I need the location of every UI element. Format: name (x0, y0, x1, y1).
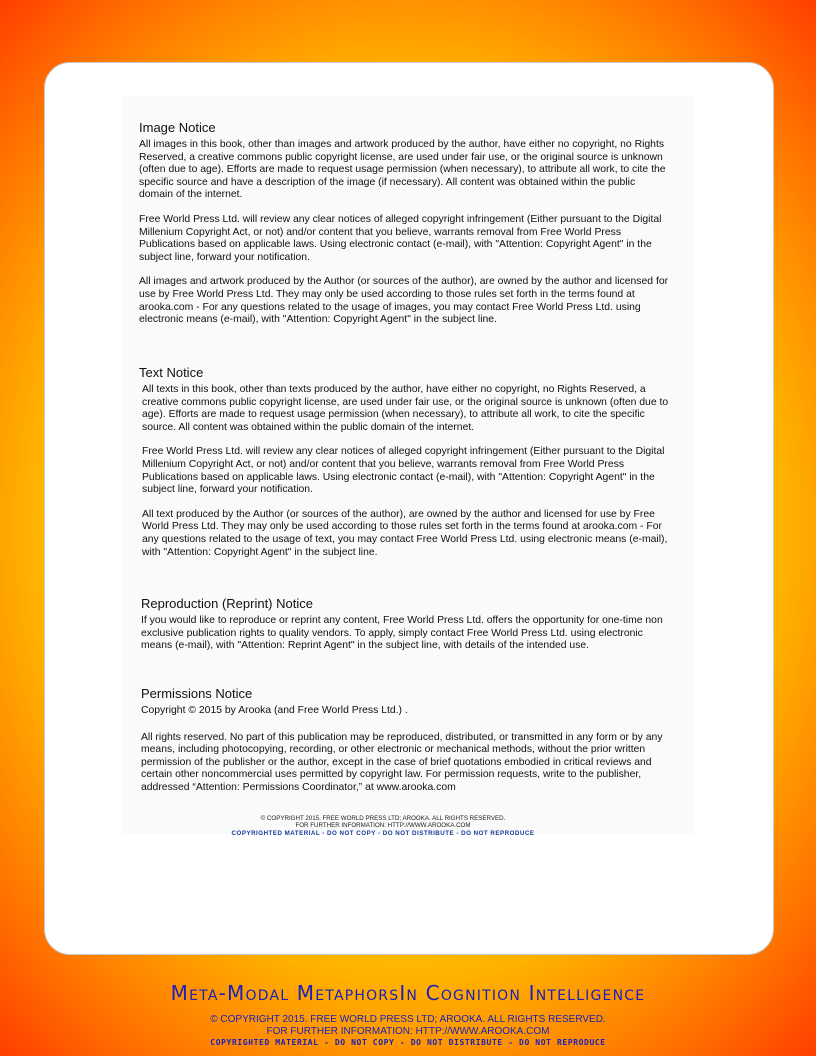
image-notice-paragraph-3: All images and artwork produced by the Author (or sources of the author), are owned by the author and licensed for use by Free World Press Ltd. They may only be used according to those rules set forth in the terms found at arooka.com - For any questions related to the usage of images, you may contact Free World Press Ltd. using electronic means (e-mail), with "Attention: Copyright Agent" in the subject line. (139, 276, 669, 326)
image-notice-heading: Image Notice (139, 120, 216, 135)
permissions-notice-heading: Permissions Notice (141, 686, 253, 701)
image-notice-paragraph-2: Free World Press Ltd. will review any clear notices of alleged copyright infringement (Either pursuant to the Digital Millenium Copyright Act, or not) and/or content that you believe, warrants removal from Free World Press Publications based on applicable laws. Using electronic contact (e-mail), with "Attention: Copyright Agent" in the subject line, forward your notification. (139, 213, 662, 263)
text-notice-paragraph-1: All texts in this book, other than texts produced by the author, have either no copyright, no Rights Reserved, a creative commons public copyright license, are used under fair use, or the original source is unknown (often due to age). Efforts are made to request usage permission (when necessary), to attribute all work, to cite the specific source. All content was obtained within the public domain of the internet. (142, 384, 669, 433)
footer-info-link: FOR FURTHER INFORMATION: HTTP://WWW.AROOKA.COM (266, 1026, 550, 1037)
permissions-notice-paragraph: All rights reserved. No part of this publication may be reproduced, distributed, or transmitted in any form or by any means, including photocopying, recording, or other electronic or mechanical methods, without the prior written permission of the publisher or the author, except in the case of brief quotations embodied in critical reviews and certain other noncommercial uses permitted by copyright law. For permission requests, write to the publisher, addressed “Attention: Permissions Coordinator,” at www.arooka.com (141, 731, 663, 793)
permissions-notice-section (141, 686, 671, 807)
reproduction-notice-paragraph: If you would like to reproduce or reprint any content, Free World Press Ltd. offers the opportunity for one-time non exclusive publication rights to quality vendors. To apply, simply contact Free World Press Ltd. using electronic means (e-mail), with "Attention: Reprint Agent" in the subject line, with details of the intended use. (141, 615, 663, 652)
image-notice-paragraph-1: All images in this book, other than images and artwork produced by the author, have either no copyright, no Rights Reserved, a creative commons public copyright license, are used under fair use, or the original source is unknown (often due to age). Efforts are made to request usage permission (when necessary), to attribute all work, to cite the specific source and have a description of the image (if necessary). All content was obtained within the public domain of the internet. (139, 139, 666, 201)
text-notice-heading: Text Notice (139, 365, 204, 380)
inner-footer-warning: COPYRIGHTED MATERIAL - DO NOT COPY - DO NOT DISTRIBUTE - DO NOT REPRODUCE (231, 829, 535, 835)
footer-copyright: © COPYRIGHT 2015. FREE WORLD PRESS LTD; AROOKA. ALL RIGHTS RESERVED. (210, 1014, 606, 1025)
reproduction-notice-section (141, 596, 671, 665)
page-footer (0, 980, 816, 1048)
book-title: Meta-Modal MetaphorsIn Cognition Intelligence (170, 981, 646, 1005)
footer-warning: COPYRIGHTED MATERIAL - DO NOT COPY - DO NOT DISTRIBUTE - DO NOT REPRODUCE (210, 1038, 606, 1047)
inner-footer-info: FOR FURTHER INFORMATION: HTTP://WWW.AROOKA.COM (295, 822, 471, 830)
permissions-copyright-line: Copyright © 2015 by Arooka (and Free World Press Ltd.) . (141, 705, 408, 716)
text-notice-paragraph-2: Free World Press Ltd. will review any clear notices of alleged copyright infringement (Either pursuant to the Digital Millenium Copyright Act, or not) and/or content that you believe, warrants removal from Free World Press Publications based on applicable laws. Using electronic contact (e-mail), with "Attention: Copyright Agent" in the subject line, forward your notification. (142, 446, 665, 496)
inner-footer-copyright: © COPYRIGHT 2015. FREE WORLD PRESS LTD; AROOKA. ALL RIGHTS RESERVED. (260, 815, 506, 822)
text-notice-paragraph-3: All text produced by the Author (or sources of the author), are owned by the author and licensed for use by Free World Press Ltd. They may only be used according to those rules set forth in the terms found at arooka.com - For any questions related to the usage of text, you may contact Free World Press Ltd. using electronic means (e-mail), with "Attention: Copyright Agent" in the subject line. (142, 508, 668, 558)
inner-page-footer (180, 815, 586, 835)
reproduction-notice-heading: Reproduction (Reprint) Notice (141, 596, 313, 611)
image-notice-section (139, 120, 669, 339)
text-notice-section (139, 365, 669, 571)
